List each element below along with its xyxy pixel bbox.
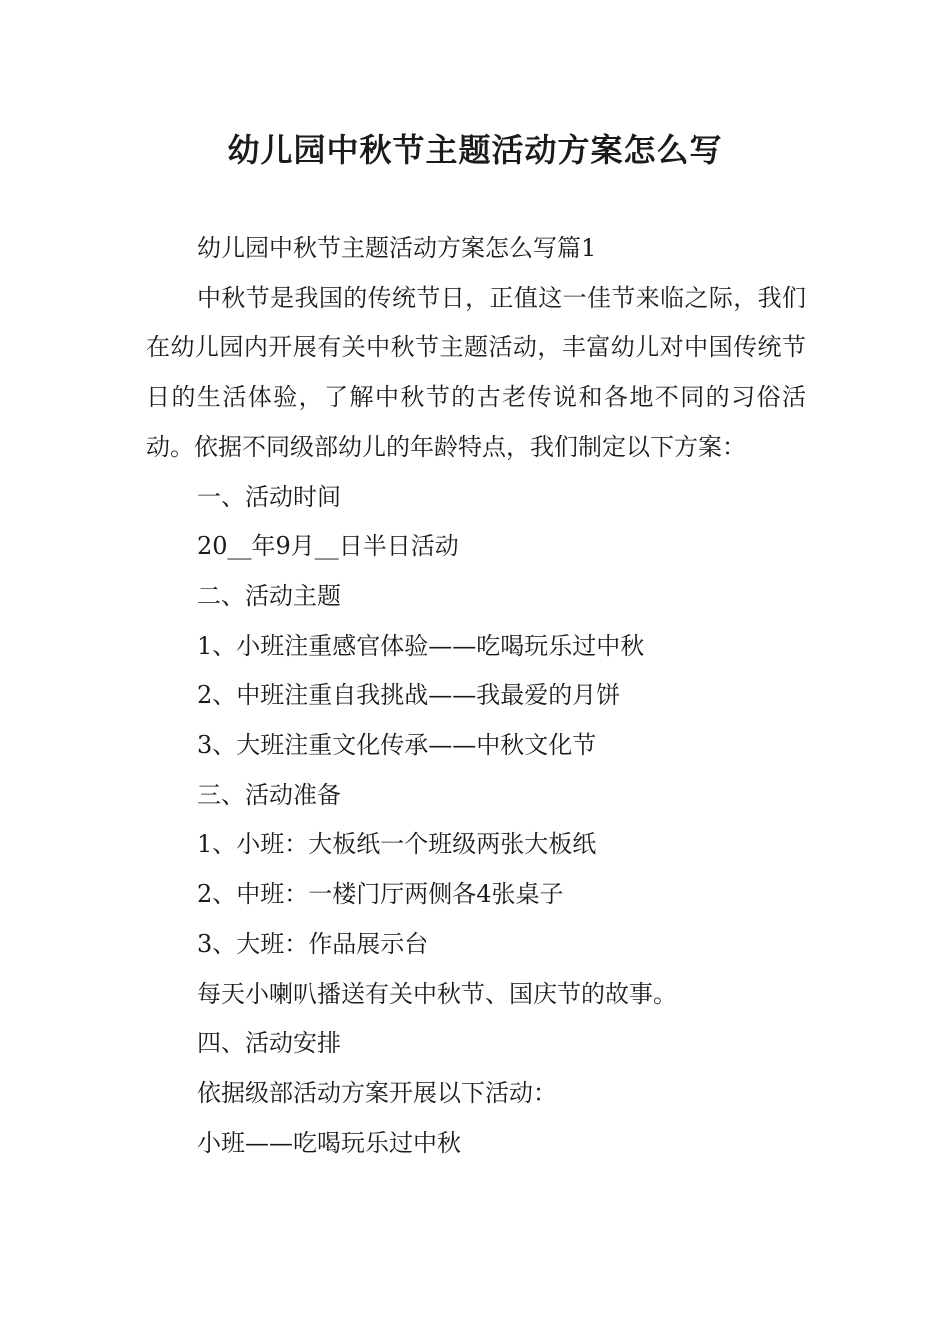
document-body (146, 224, 806, 1168)
prep-item-small-class: 1、小班：大板纸一个班级两张大板纸 (197, 830, 597, 859)
schedule-intro: 依据级部活动方案开展以下活动： (197, 1078, 557, 1107)
theme-item-middle-class: 2、中班注重自我挑战——我最爱的月饼 (197, 681, 621, 710)
intro-paragraph: 中秋节是我国的传统节日，正值这一佳节来临之际，我们在幼儿园内开展有关中秋节主题活动，丰富幼儿对中国传统节日的生活体验，了解中秋节的古老传说和各地不同的习俗活动。依据不同级部幼儿的年龄特点，我们制定以下方案： (146, 283, 806, 461)
theme-item-small-class: 1、小班注重感官体验——吃喝玩乐过中秋 (197, 631, 645, 660)
document-title: 幼儿园中秋节主题活动方案怎么写 (227, 131, 723, 169)
activity-date: 20__年9月__日半日活动 (197, 532, 459, 561)
broadcast-note: 每天小喇叭播送有关中秋节、国庆节的故事。 (197, 979, 677, 1008)
heading-activity-time: 一、活动时间 (197, 482, 341, 511)
section-subtitle: 幼儿园中秋节主题活动方案怎么写篇1 (197, 234, 597, 262)
heading-activity-schedule: 四、活动安排 (197, 1029, 341, 1058)
theme-item-large-class: 3、大班注重文化传承——中秋文化节 (197, 731, 597, 760)
heading-activity-theme: 二、活动主题 (197, 581, 341, 610)
heading-activity-preparation: 三、活动准备 (197, 780, 341, 809)
prep-item-large-class: 3、大班：作品展示台 (197, 929, 429, 958)
schedule-small-class: 小班——吃喝玩乐过中秋 (197, 1128, 461, 1157)
prep-item-middle-class: 2、中班：一楼门厅两侧各4张桌子 (197, 880, 564, 909)
